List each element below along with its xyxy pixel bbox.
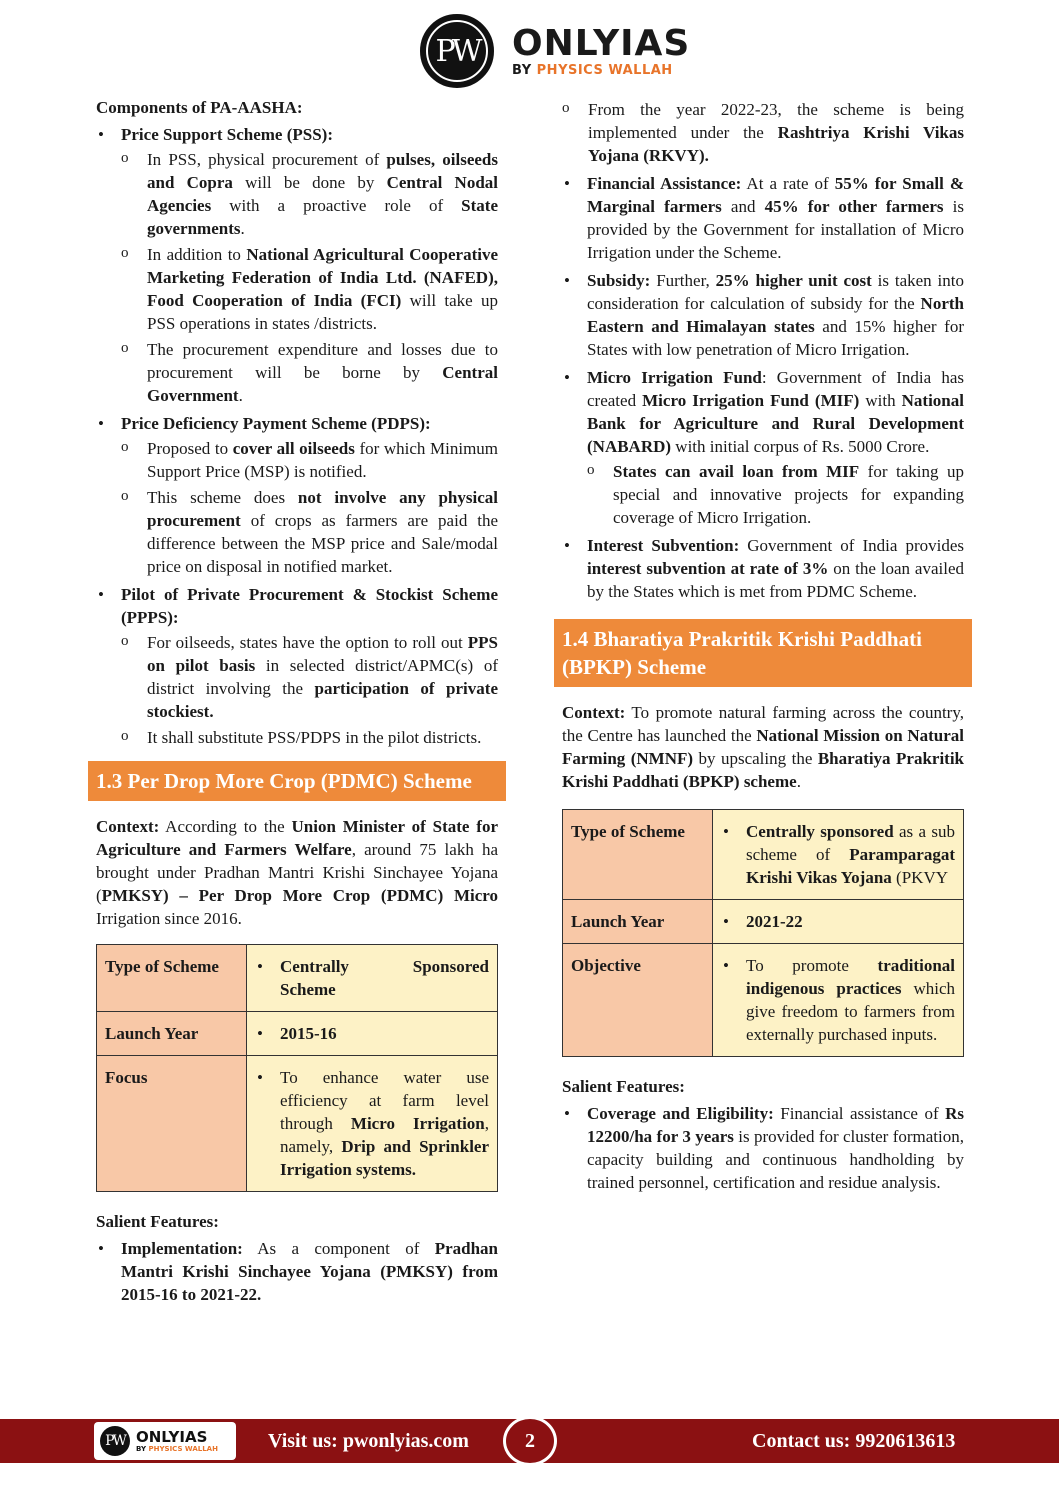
- bpkp-context: Context: To promote natural farming across the country, the Centre has launched the National Mission on Natural Farming (NMNF) by upscaling the Bharatiya Prakritik Krishi Paddhati (BPKP) scheme.: [562, 703, 965, 791]
- table-value: [713, 810, 964, 900]
- right-column: [562, 96, 964, 1199]
- brand-name: ONLYIAS: [512, 23, 691, 64]
- pss-item: [96, 123, 498, 407]
- rkvy-wrap-item: [537, 98, 964, 167]
- pw-logo-letters: PW: [426, 20, 488, 82]
- table-value: [247, 945, 498, 1012]
- pdmc-salient-heading: Salient Features:: [96, 1212, 219, 1231]
- table-key: Type of Scheme: [97, 945, 247, 1012]
- bpkp-salient-heading: Salient Features:: [562, 1077, 685, 1096]
- footer-brand-by: BY: [136, 1445, 147, 1453]
- pdps-point: o Proposed to cover all oilseeds for which Minimum Support Price (MSP) is notified.: [121, 437, 498, 483]
- pw-logo: [420, 14, 494, 88]
- table-row: [97, 1056, 498, 1192]
- brand-by: BY: [512, 63, 532, 78]
- table-row: [563, 810, 964, 900]
- table-value: [247, 1012, 498, 1056]
- table-value-text: • To enhance water use efficiency at farm level through Micro Irrigation, namely, Drip and Sprinkler Irrigation systems.: [255, 1066, 489, 1181]
- ppps-title: Pilot of Private Procurement & Stockist Scheme (PPPS):: [121, 585, 498, 627]
- subsidy-item: • Subsidy: Further, 25% higher unit cost is taken into consideration for calculation of subsidy for the North Eastern and Himalayan states and 15% higher for States with low penetration of Micro Irrigation.: [562, 269, 964, 361]
- footer-brand-sub: [136, 1445, 218, 1453]
- table-row: [563, 944, 964, 1057]
- page-footer: [0, 1419, 1059, 1463]
- pdps-title: Price Deficiency Payment Scheme (PDPS):: [121, 414, 431, 433]
- table-row: [563, 900, 964, 944]
- mif-point: o States can avail loan from MIF for taking up special and innovative projects for expanding coverage of Micro Irrigation.: [587, 460, 964, 529]
- table-value-text: • 2021-22: [721, 910, 955, 933]
- page-number: 2: [503, 1416, 557, 1466]
- rkvy-wrap: [537, 98, 964, 167]
- components-list: [96, 123, 498, 749]
- table-key: Launch Year: [563, 900, 713, 944]
- pdmc-section-title: 1.3 Per Drop More Crop (PDMC) Scheme: [88, 761, 506, 801]
- implementation-item: • Implementation: As a component of Pradhan Mantri Krishi Sinchayee Yojana (PMKSY) from 2015-16 to 2021-22.: [96, 1237, 498, 1306]
- page-header: [0, 12, 1059, 90]
- table-value: [247, 1056, 498, 1192]
- rkvy-point: o From the year 2022-23, the scheme is being implemented under the Rashtriya Krishi Vikas Yojana (RKVY).: [562, 98, 964, 167]
- table-value: [713, 900, 964, 944]
- pss-point: o In PSS, physical procurement of pulses, oilseeds and Copra will be done by Central Nodal Agencies with a proactive role of State governments.: [121, 148, 498, 240]
- table-key: Focus: [97, 1056, 247, 1192]
- pdps-point: o This scheme does not involve any physical procurement of crops as farmers are paid the difference between the MSP price and Sale/modal price on disposal in notified market.: [121, 486, 498, 578]
- pdmc-features-list: [96, 1237, 498, 1306]
- footer-website-link[interactable]: Visit us: pwonlyias.com: [268, 1430, 469, 1452]
- pdmc-features-cont: [562, 172, 964, 603]
- brand-org: PHYSICS WALLAH: [536, 63, 673, 78]
- table-key: Launch Year: [97, 1012, 247, 1056]
- footer-brand-org: PHYSICS WALLAH: [148, 1445, 218, 1453]
- footer-brand-name: ONLYIAS: [136, 1428, 208, 1446]
- ppps-point: o For oilseeds, states have the option to roll out PPS on pilot basis in selected district/APMC(s) of district involving the participation of private stockiest.: [121, 631, 498, 723]
- brand-subtitle: [512, 64, 690, 78]
- pdps-item: [96, 412, 498, 578]
- table-row: [97, 1012, 498, 1056]
- bpkp-features-list: [562, 1102, 964, 1194]
- table-key: Objective: [563, 944, 713, 1057]
- pdmc-table: [96, 944, 498, 1192]
- ppps-item: [96, 583, 498, 749]
- table-row: [97, 945, 498, 1012]
- bpkp-table: [562, 809, 964, 1057]
- pdmc-context: Context: According to the Union Minister of State for Agriculture and Farmers Welfare, around 75 lakh ha brought under Pradhan Mantri Krishi Sinchayee Yojana (PMKSY) – Per Drop More Crop (PDMC) Micro Irrigation since 2016.: [96, 817, 498, 928]
- pss-title: Price Support Scheme (PSS):: [121, 125, 334, 144]
- coverage-item: • Coverage and Eligibility: Financial assistance of Rs 12200/ha for 3 years is provided for cluster formation, capacity building and continuous handholding by trained personnel, certification and residue analysis.: [562, 1102, 964, 1194]
- brand-wordmark: [512, 24, 690, 78]
- footer-brand: [136, 1429, 218, 1453]
- ppps-point: o It shall substitute PSS/PDPS in the pilot districts.: [121, 726, 498, 749]
- footer-logo: [94, 1422, 236, 1460]
- mif-item: [562, 366, 964, 529]
- table-value: [713, 944, 964, 1057]
- mif-text: Micro Irrigation Fund: Government of India has created Micro Irrigation Fund (MIF) with National Bank for Agriculture and Rural Development (NABARD) with initial corpus of Rs. 5000 Crore.: [587, 368, 965, 456]
- components-heading: Components of PA-AASHA:: [96, 98, 303, 117]
- pss-point: o The procurement expenditure and losses due to procurement will be borne by Central Government.: [121, 338, 498, 407]
- footer-contact[interactable]: Contact us: 9920613613: [752, 1430, 956, 1452]
- bpkp-section-title: 1.4 Bharatiya Prakritik Krishi Paddhati (BPKP) Scheme: [554, 619, 972, 687]
- table-value-text: • 2015-16: [255, 1022, 489, 1045]
- left-column: [96, 96, 498, 1311]
- financial-assistance-item: • Financial Assistance: At a rate of 55% for Small & Marginal farmers and 45% for other farmers is provided by the Government for installation of Micro Irrigation under the Scheme.: [562, 172, 964, 264]
- table-value-text: • Centrally Sponsored Scheme: [255, 955, 489, 1001]
- interest-subvention-item: • Interest Subvention: Government of India provides interest subvention at rate of 3% on the loan availed by the States which is met from PDMC Scheme.: [562, 534, 964, 603]
- footer-pw-logo: PW: [100, 1426, 130, 1456]
- table-value-text: • To promote traditional indigenous practices which give freedom to farmers from externally purchased inputs.: [721, 954, 955, 1046]
- pss-point: o In addition to National Agricultural Cooperative Marketing Federation of India Ltd. (NAFED), Food Cooperation of India (FCI) will take up PSS operations in states /districts.: [121, 243, 498, 335]
- table-key: Type of Scheme: [563, 810, 713, 900]
- table-value-text: • Centrally sponsored as a sub scheme of Paramparagat Krishi Vikas Yojana (PKVY: [721, 820, 955, 889]
